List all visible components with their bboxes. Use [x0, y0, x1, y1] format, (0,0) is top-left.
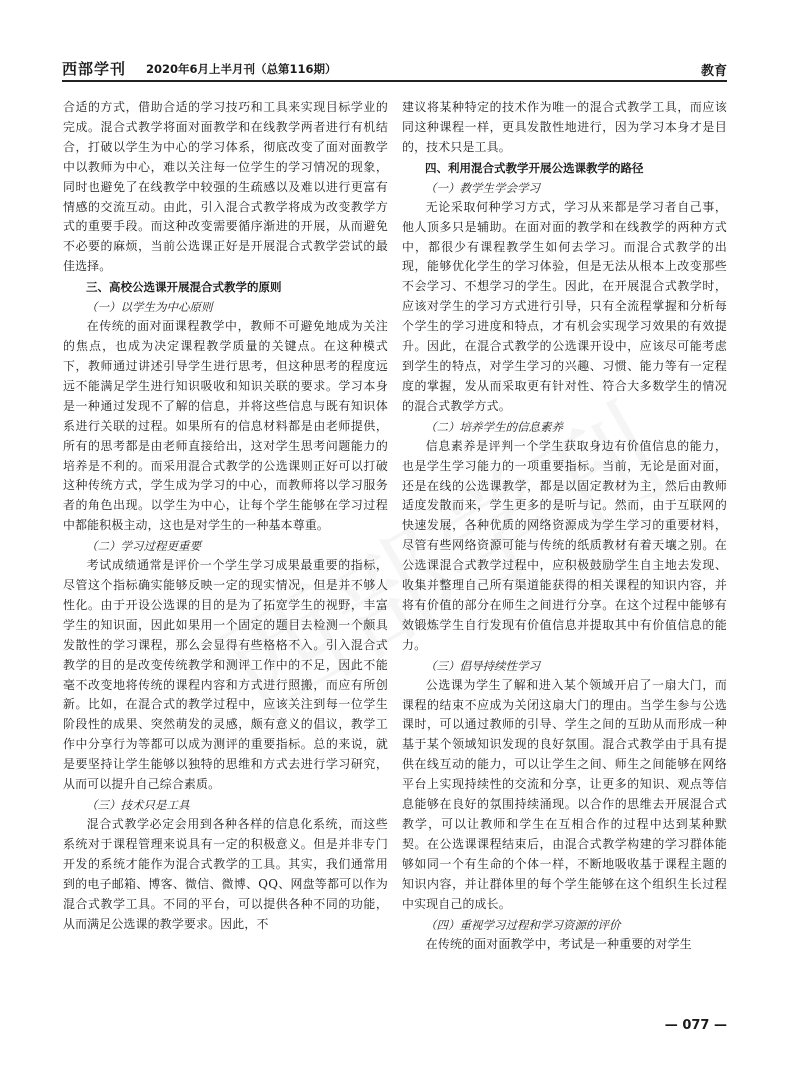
subsection-heading: （四）重视学习过程和学习资源的评价	[425, 917, 621, 932]
paragraph: 建议将某种特定的技术作为唯一的混合式教学工具，而应该同这种课程一样，更具发散性地进行，因为学习本身才是目的，技术只是工具。	[402, 100, 727, 154]
section-heading: 三、高校公选课开展混合式教学的原则	[86, 280, 282, 295]
section-heading: 四、利用混合式教学开展公选课教学的路径	[425, 160, 644, 175]
header-rule	[62, 80, 727, 82]
left-column	[63, 98, 388, 934]
page-header	[62, 52, 727, 82]
subsection-heading: （二）学习过程更重要	[86, 539, 201, 554]
paragraph: 无论采取何种学习方式，学习从来都是学习者自己事，他人顶多只是辅助。在面对面的教学和在线教学的两种方式中，都很少有课程教学生如何去学习。而混合式教学的出现，能够优化学生的学习体验，但是无法从根本上改变那些不会学习、不想学习的学生。因此，在开展混合式教学时，应该对学生的学习方式进行引导，只有全流程掌握和分析每个学生的学习进度和特点，才有机会实现学习效果的有效提升。因此，在混合式教学的公选课开设中，应该尽可能考虑到学生的特点，对学生学习的兴趣、习惯、能力等有一定程度的掌握，发从而采取更有针对性、符合大多数学生的情况的混合式教学方式。	[402, 199, 727, 413]
subsection-heading: （三）技术只是工具	[86, 798, 190, 812]
paragraph: 信息素养是评判一个学生获取身边有价值信息的能力，也是学生学习能力的一项重要指标。当前，无论是面对面，还是在线的公选课教学，都是以固定教材为主，然后由教师适度发散而来，学生更多的是听与记。然而，由于互联网的快速发展，各种优质的网络资源成为学生学习的重要材料，尽管有些网络资源可能与传统的纸质教材有着天壤之别。在公选课混合式教学过程中，应积极鼓励学生自主地去发现、收集并整理自己所有渠道能获得的相关课程的知识内容，并将有价值的部分在师生之间进行分享。在这个过程中能够有效锻炼学生自行发现有价值信息并提取其中有价值信息的能力。	[402, 438, 727, 652]
journal-brand: 西部学刊	[62, 60, 127, 78]
paragraph: 合适的方式，借助合适的学习技巧和工具来实现目标学业的完成。混合式教学将面对面教学和在线教学两者进行有机结合，打破以学生为中心的学习体系，彻底改变了面对面教学中以教师为中心，难以关注每一位学生的学习情况的现象，同时也避免了在线教学中较强的生疏感以及难以进行更富有情感的交流互动。由此，引入混合式教学将成为改变教学方式的重要手段。而这种改变需要循序渐进的开展，从而避免不必要的麻烦，当前公选课正好是开展混合式教学尝试的最佳选择。	[63, 100, 388, 274]
subsection-heading: （一）教学生学会学习	[425, 180, 540, 195]
subsection-heading: （一）以学生为中心原则	[86, 300, 213, 315]
paragraph: 混合式教学必定会用到各种各样的信息化系统，而这些系统对于课程管理来说具有一定的积极意义。但是并非专门开发的系统才能作为混合式教学的工具。其实，我们通常用到的电子邮箱、博客、微信、微博、QQ、网盘等都可以作为混合式教学工具。不同的平台，可以提供各种不同的功能，从而满足公选课的教学要求。因此，不	[63, 817, 388, 931]
paragraph: 在传统的面对面课程教学中，教师不可避免地成为关注的焦点，也成为决定课程教学质量的关键点。在这种模式下，教师通过讲述引导学生进行思考，但这种思考的程度远远不能满足学生进行知识吸收和知识关联的要求。学习本身是一种通过发现不了解的信息，并将这些信息与既有知识体系进行关联的过程。如果所有的信息材料都是由老师提供，所有的思考都是由老师直接给出，这对学生思考问题能力的培养是不利的。而采用混合式教学的公选课则正好可以打破这种传统方式，学生成为学习的中心，而教师将以学习服务者的角色出现。以学生为中心，让每个学生能够在学习过程中都能积极主动，这也是对学生的一种基本尊重。	[63, 319, 388, 533]
paragraph: 公选课为学生了解和进入某个领域开启了一扇大门，而课程的结束不应成为关闭这扇大门的理由。当学生参与公选课时，可以通过教师的引导、学生之间的互助从而形成一种基于某个领域知识发现的良好氛围。混合式教学由于具有提供在线互动的能力，可以让学生之间、师生之间能够在网络平台上实现持续性的交流和分享，让更多的知识、观点等信息能够在良好的氛围持续涌现。以合作的思维去开展混合式教学，可以让教师和学生在互相合作的过程中达到某种默契。在公选课课程结束后，由混合式教学构建的学习群体能够如同一个有生命的个体一样，不断地吸收基于课程主题的知识内容，并让群体里的每个学生能够在这个组织生长过程中实现自己的成长。	[402, 677, 727, 911]
section-label: 教育	[700, 64, 727, 79]
paragraph: 在传统的面对面教学中，考试是一种重要的对学生	[425, 936, 692, 951]
right-column	[402, 98, 727, 954]
page-number: — 077 —	[664, 1018, 727, 1033]
subsection-heading: （二）培养学生的信息素养	[425, 419, 563, 434]
paragraph: 考试成绩通常是评价一个学生学习成果最重要的指标，尽管这个指标确实能够反映一定的现实情况，但是并不够人性化。由于开设公选课的目的是为了拓宽学生的视野，丰富学生的知识面，因此如果用一个固定的题目去检测一个颇具发散性的学习课程，那么会显得有些格格不入。引入混合式教学的目的是改变传统教学和测评工作中的不足，因此不能毫不改变地将传统的课程内容和方式进行照搬，而应有所创新。比如，在混合式的教学过程中，应该关注到每一位学生阶段性的成果、突然萌发的灵感，颇有意义的倡议，教学工作中分享行为等都可以成为测评的重要指标。总的来说，就是要坚持让学生能够以独特的思维和方式去进行学习研究，从而可以提升自己综合素质。	[63, 558, 388, 792]
issue-info: 2020年6月上半月刊（总第116期）	[146, 62, 337, 76]
subsection-heading: （三）倡导持续性学习	[425, 658, 540, 673]
